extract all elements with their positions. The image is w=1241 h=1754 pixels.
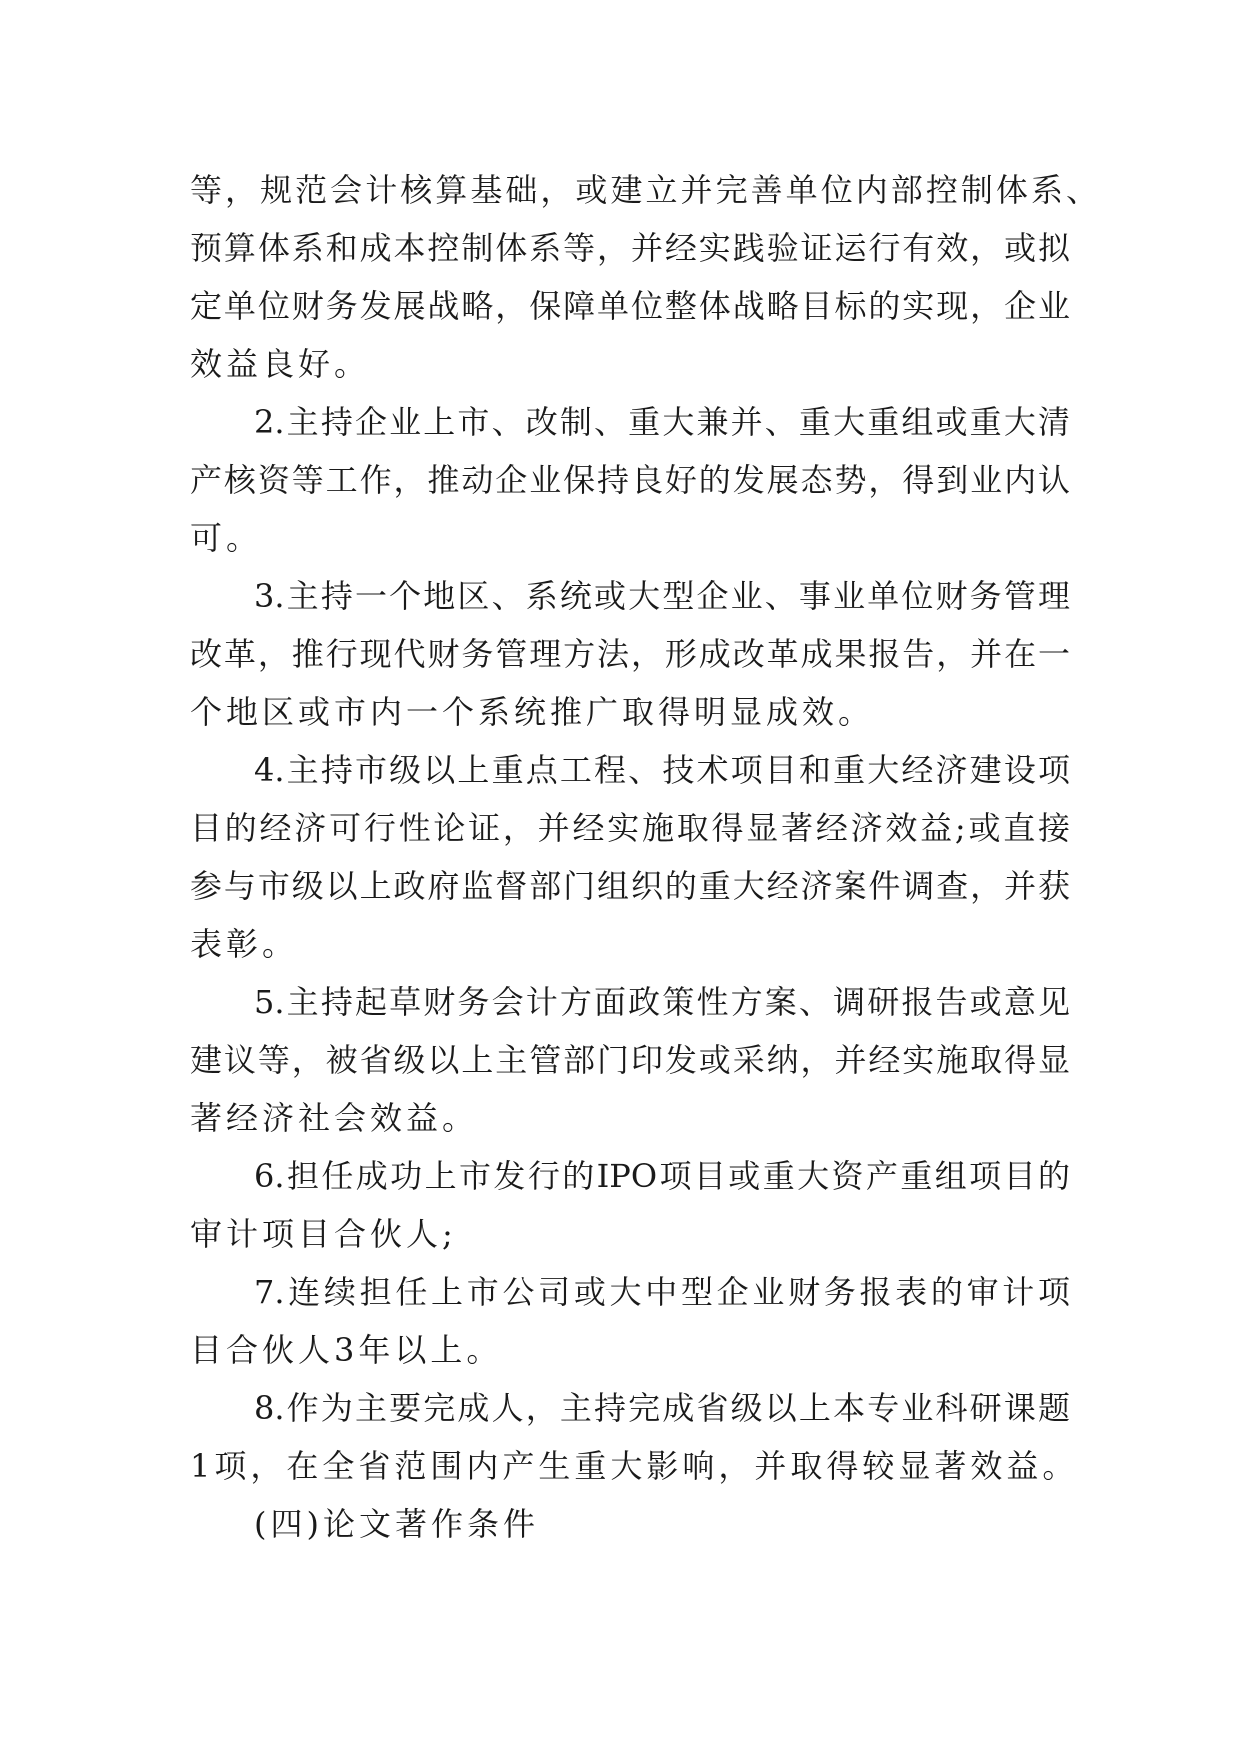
item-3-line-3: 个地区或市内一个系统推广取得明显成效。 (190, 693, 875, 731)
item-4-line-2: 目的经济可行性论证，并经实施取得显著经济效益;或直接 (190, 809, 1070, 847)
item-2-line-2: 产核资等工作，推动企业保持良好的发展态势，得到业内认 (190, 461, 1070, 499)
item-3-line-2: 改革，推行现代财务管理方法，形成改革成果报告，并在一 (190, 635, 1070, 673)
item-7-line-2: 目合伙人3年以上。 (190, 1331, 503, 1369)
text-line-4: 效益良好。 (190, 345, 371, 383)
text-line-1: 等，规范会计核算基础，或建立并完善单位内部控制体系、 (190, 171, 1098, 209)
item-4-line-4: 表彰。 (190, 925, 299, 963)
item-8-line-1: 8.作为主要完成人，主持完成省级以上本专业科研课题 (254, 1389, 1070, 1427)
item-8-line-2: 1项，在全省范围内产生重大影响，并取得较显著效益。 (190, 1447, 1079, 1485)
item-6-line-2: 审计项目合伙人; (190, 1215, 457, 1253)
text-line-3: 定单位财务发展战略，保障单位整体战略目标的实现，企业 (190, 287, 1070, 325)
item-5-line-3: 著经济社会效益。 (190, 1099, 479, 1137)
item-5-line-2: 建议等，被省级以上主管部门印发或采纳，并经实施取得显 (190, 1041, 1070, 1079)
item-5-line-1: 5.主持起草财务会计方面政策性方案、调研报告或意见 (254, 983, 1070, 1021)
item-3-line-1: 3.主持一个地区、系统或大型企业、事业单位财务管理 (254, 577, 1070, 615)
item-7-line-1: 7.连续担任上市公司或大中型企业财务报表的审计项 (254, 1273, 1070, 1311)
item-2-line-1: 2.主持企业上市、改制、重大兼并、重大重组或重大清 (254, 403, 1070, 441)
text-line-2: 预算体系和成本控制体系等，并经实践验证运行有效，或拟 (190, 229, 1070, 267)
section-heading: (四)论文著作条件 (254, 1505, 539, 1543)
item-4-line-3: 参与市级以上政府监督部门组织的重大经济案件调查，并获 (190, 867, 1070, 905)
item-2-line-3: 可。 (190, 519, 263, 557)
item-6-line-1: 6.担任成功上市发行的IPO项目或重大资产重组项目的 (254, 1157, 1070, 1195)
item-4-line-1: 4.主持市级以上重点工程、技术项目和重大经济建设项 (254, 751, 1070, 789)
